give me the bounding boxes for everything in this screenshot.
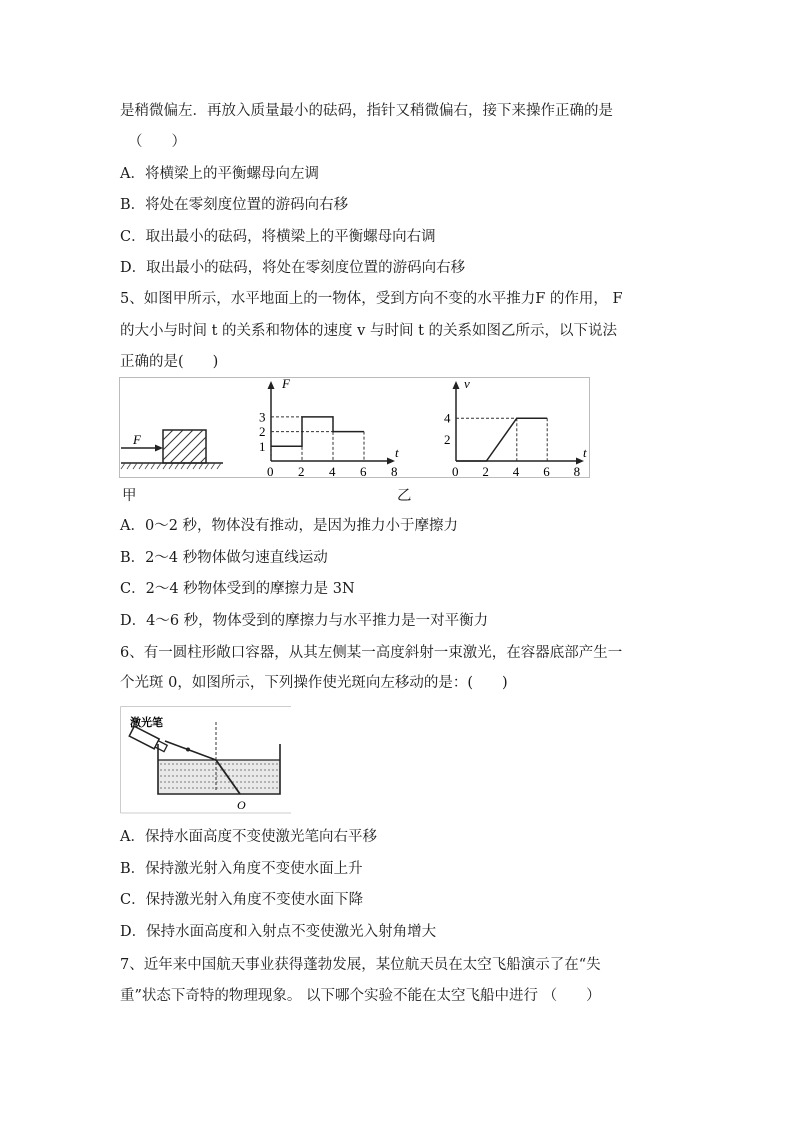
q5-block-diagram xyxy=(121,430,223,469)
f-y-axis-arrow xyxy=(268,381,275,389)
f-x-tick-label: 2 xyxy=(298,464,305,479)
force-arrow-head xyxy=(155,445,163,452)
v-y-tick-label: 4 xyxy=(444,410,451,426)
f-y-tick-label: 1 xyxy=(259,438,266,454)
q4-stem-line-2: （ ） xyxy=(128,134,186,150)
q5-caption-right: 乙 xyxy=(397,488,412,504)
q6-option-a: A．保持水面高度不变使激光笔向右平移 xyxy=(120,829,377,845)
v-x-tick-label: 2 xyxy=(482,464,489,479)
graph-velocity-time xyxy=(444,377,587,479)
q6-stem-line-2: 个光斑 0，如图所示，下列操作使光斑向左移动的是：( ) xyxy=(120,675,508,691)
q6-option-d: D．保持水面高度和入射点不变使激光入射角增大 xyxy=(120,924,437,940)
q5-option-b: B．2～4 秒物体做匀速直线运动 xyxy=(120,550,328,566)
f-y-tick-label: 2 xyxy=(259,424,266,440)
q5-figure xyxy=(119,377,591,480)
q5-option-c: C．2～4 秒物体受到的摩擦力是 3N xyxy=(120,581,355,597)
force-label: F xyxy=(133,432,141,447)
v-x-label: t xyxy=(583,445,587,460)
q5-option-d: D．4～6 秒，物体受到的摩擦力与水平推力是一对平衡力 xyxy=(120,613,489,629)
f-x-label: t xyxy=(395,445,399,460)
q5-stem-line-2: 的大小与时间 t 的关系和物体的速度 v 与时间 t 的关系如图乙所示，以下说法 xyxy=(120,323,617,339)
v-y-label: v xyxy=(464,377,470,391)
q4-option-b: B．将处在零刻度位置的游码向右移 xyxy=(120,197,349,213)
f-y-label: F xyxy=(282,377,290,391)
graph-force-time xyxy=(259,377,399,479)
f-x-tick-label: 6 xyxy=(360,464,367,479)
q4-option-d: D．取出最小的砝码，将处在零刻度位置的游码向右移 xyxy=(120,260,466,276)
q5-stem-line-1: 5、如图甲所示，水平地面上的一物体，受到方向不变的水平推力F 的作用， F xyxy=(120,291,623,307)
q4-option-a: A．将横梁上的平衡螺母向左调 xyxy=(120,166,319,182)
q5-option-a: A．0～2 秒，物体没有推动，是因为推力小于摩擦力 xyxy=(120,518,459,534)
q4-stem-line-1: 是稍微偏左．再放入质量最小的砝码，指针又稍微偏右，接下来操作正确的是 xyxy=(120,103,613,119)
light-spot-label: O xyxy=(237,798,246,812)
f-x-tick-label: 8 xyxy=(391,464,398,479)
q6-figure xyxy=(120,706,292,814)
q5-caption-left: 甲 xyxy=(122,488,137,504)
ray-dot xyxy=(186,748,190,752)
q5-stem-line-3: 正确的是( ) xyxy=(120,354,219,370)
laser-pen xyxy=(129,726,168,753)
q4-option-c: C．取出最小的砝码，将横梁上的平衡螺母向右调 xyxy=(120,229,436,245)
v-x-tick-label: 6 xyxy=(543,464,550,479)
ground-hatching xyxy=(121,463,221,469)
v-series-line xyxy=(456,418,547,461)
q6-option-c: C．保持激光射入角度不变使水面下降 xyxy=(120,892,364,908)
q7-stem-line-2: 重”状态下奇特的物理现象。 以下哪个实验不能在太空飞船中进行 （ ） xyxy=(120,988,601,1004)
f-x-tick-label: 0 xyxy=(267,464,274,479)
f-y-tick-label: 3 xyxy=(259,409,266,425)
incident-ray xyxy=(165,741,216,760)
block-hatching xyxy=(163,430,206,463)
v-x-tick-label: 4 xyxy=(512,464,520,479)
q7-stem-line-1: 7、近年来中国航天事业获得蓬勃发展，某位航天员在太空飞船演示了在“失 xyxy=(120,957,601,973)
q6-stem-line-1: 6、有一圆柱形敞口容器，从其左侧某一高度斜射一束激光，在容器底部产生一 xyxy=(120,645,623,661)
v-x-tick-label: 0 xyxy=(452,464,459,479)
q6-option-b: B．保持激光射入角度不变使水面上升 xyxy=(120,861,363,877)
v-y-axis-arrow xyxy=(453,381,460,389)
laser-pen-label: 激光笔 xyxy=(130,717,163,729)
f-x-tick-label: 4 xyxy=(329,464,336,479)
v-x-tick-label: 8 xyxy=(573,464,581,479)
v-y-tick-label: 2 xyxy=(444,432,451,448)
